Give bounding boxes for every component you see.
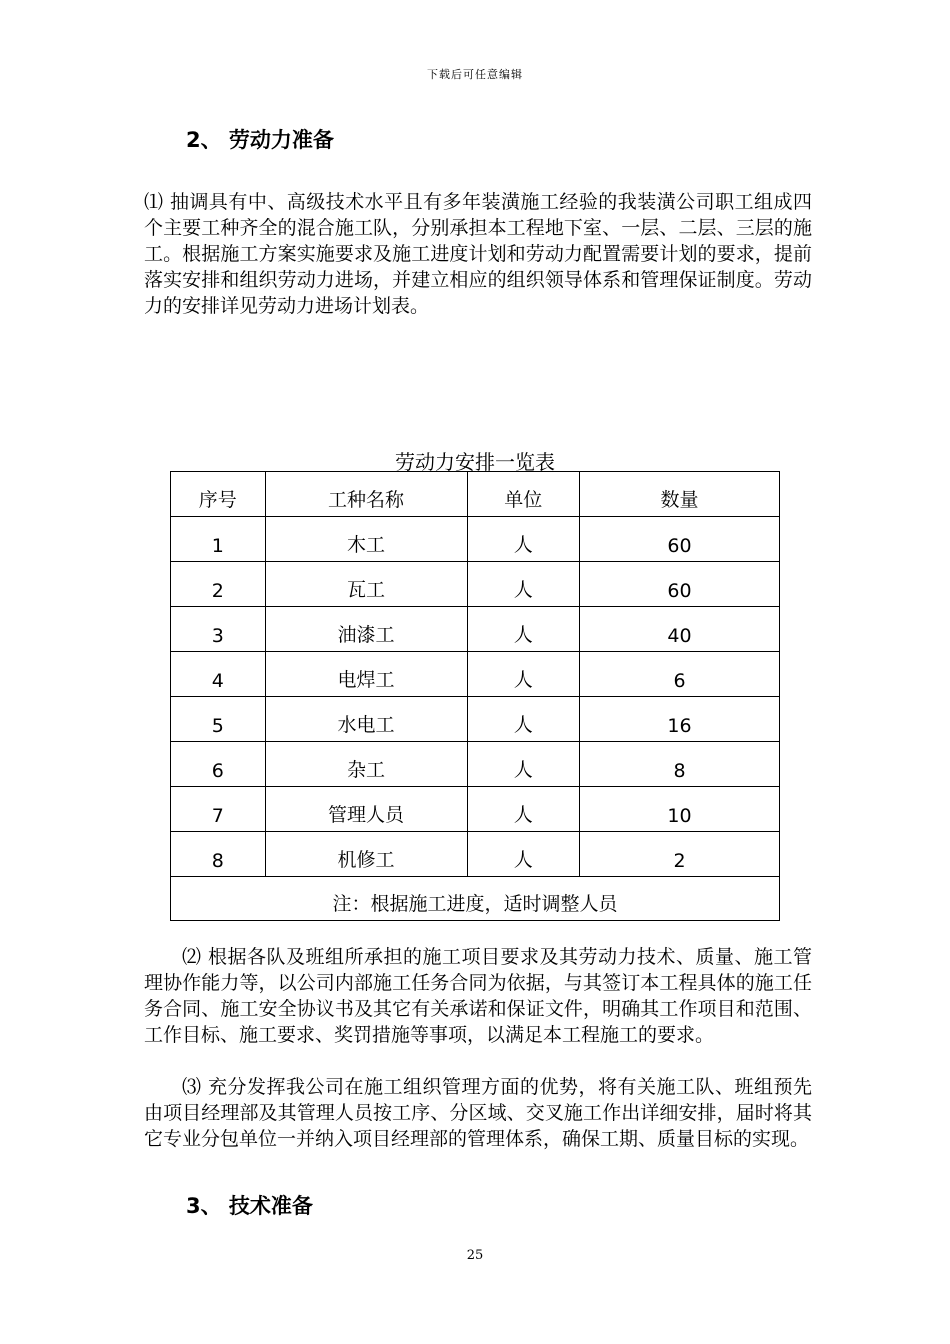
cell-trade: 油漆工 bbox=[265, 607, 467, 652]
paragraph-3: ⑶ 充分发挥我公司在施工组织管理方面的优势，将有关施工队、班组预先由项目经理部及其管理人员按工序、分区域、交叉施工作出详细安排，届时将其它专业分包单位一并纳入项目经理部的管理体系，确保工期、质量目标的实现。 bbox=[144, 1076, 812, 1150]
table-row bbox=[171, 787, 780, 832]
column-header-unit: 单位 bbox=[467, 472, 579, 517]
cell-index: 5 bbox=[171, 697, 266, 742]
cell-index: 3 bbox=[171, 607, 266, 652]
cell-trade: 木工 bbox=[265, 517, 467, 562]
cell-unit: 人 bbox=[467, 787, 579, 832]
paragraph-1: ⑴ 抽调具有中、高级技术水平且有多年装潢施工经验的我装潢公司职工组成四个主要工种齐全的混合施工队，分别承担本工程地下室、一层、二层、三层的施工。根据施工方案实施要求及施工进度计划和劳动力配置需要计划的要求，提前落实安排和组织劳动力进场，并建立相应的组织领导体系和管理保证制度。劳动力的安排详见劳动力进场计划表。 bbox=[144, 191, 812, 317]
cell-trade: 瓦工 bbox=[265, 562, 467, 607]
table-row bbox=[171, 742, 780, 787]
section-heading-tech: 3、 技术准备 bbox=[186, 1194, 313, 1218]
page-header-note: 下载后可任意编辑 bbox=[427, 68, 523, 81]
cell-quantity: 6 bbox=[579, 652, 779, 697]
column-header-trade: 工种名称 bbox=[265, 472, 467, 517]
column-header-index: 序号 bbox=[171, 472, 266, 517]
table-header-row bbox=[171, 472, 780, 517]
section-heading-labor: 2、 劳动力准备 bbox=[186, 128, 334, 152]
cell-unit: 人 bbox=[467, 652, 579, 697]
cell-quantity: 10 bbox=[579, 787, 779, 832]
cell-index: 2 bbox=[171, 562, 266, 607]
cell-index: 6 bbox=[171, 742, 266, 787]
cell-unit: 人 bbox=[467, 607, 579, 652]
table-note: 注：根据施工进度，适时调整人员 bbox=[171, 877, 780, 921]
cell-index: 7 bbox=[171, 787, 266, 832]
table-row bbox=[171, 562, 780, 607]
cell-unit: 人 bbox=[467, 697, 579, 742]
table-row bbox=[171, 517, 780, 562]
cell-trade: 电焊工 bbox=[265, 652, 467, 697]
cell-unit: 人 bbox=[467, 742, 579, 787]
table-note-row bbox=[171, 877, 780, 921]
column-header-quantity: 数量 bbox=[579, 472, 779, 517]
cell-unit: 人 bbox=[467, 832, 579, 877]
cell-trade: 机修工 bbox=[265, 832, 467, 877]
table-title: 劳动力安排一览表 bbox=[395, 450, 555, 474]
table-row bbox=[171, 652, 780, 697]
table-row bbox=[171, 607, 780, 652]
labor-table bbox=[170, 471, 780, 921]
cell-trade: 杂工 bbox=[265, 742, 467, 787]
cell-quantity: 60 bbox=[579, 517, 779, 562]
table-row bbox=[171, 697, 780, 742]
cell-index: 4 bbox=[171, 652, 266, 697]
paragraph-2: ⑵ 根据各队及班组所承担的施工项目要求及其劳动力技术、质量、施工管理协作能力等，以公司内部施工任务合同为依据，与其签订本工程具体的施工任务合同、施工安全协议书及其它有关承诺和保证文件，明确其工作项目和范围、工作目标、施工要求、奖罚措施等事项，以满足本工程施工的要求。 bbox=[144, 946, 812, 1046]
cell-trade: 水电工 bbox=[265, 697, 467, 742]
cell-unit: 人 bbox=[467, 562, 579, 607]
cell-quantity: 40 bbox=[579, 607, 779, 652]
cell-quantity: 16 bbox=[579, 697, 779, 742]
cell-quantity: 8 bbox=[579, 742, 779, 787]
cell-index: 1 bbox=[171, 517, 266, 562]
cell-quantity: 2 bbox=[579, 832, 779, 877]
page-number: 25 bbox=[466, 1248, 484, 1263]
cell-trade: 管理人员 bbox=[265, 787, 467, 832]
cell-unit: 人 bbox=[467, 517, 579, 562]
cell-index: 8 bbox=[171, 832, 266, 877]
cell-quantity: 60 bbox=[579, 562, 779, 607]
table-row bbox=[171, 832, 780, 877]
